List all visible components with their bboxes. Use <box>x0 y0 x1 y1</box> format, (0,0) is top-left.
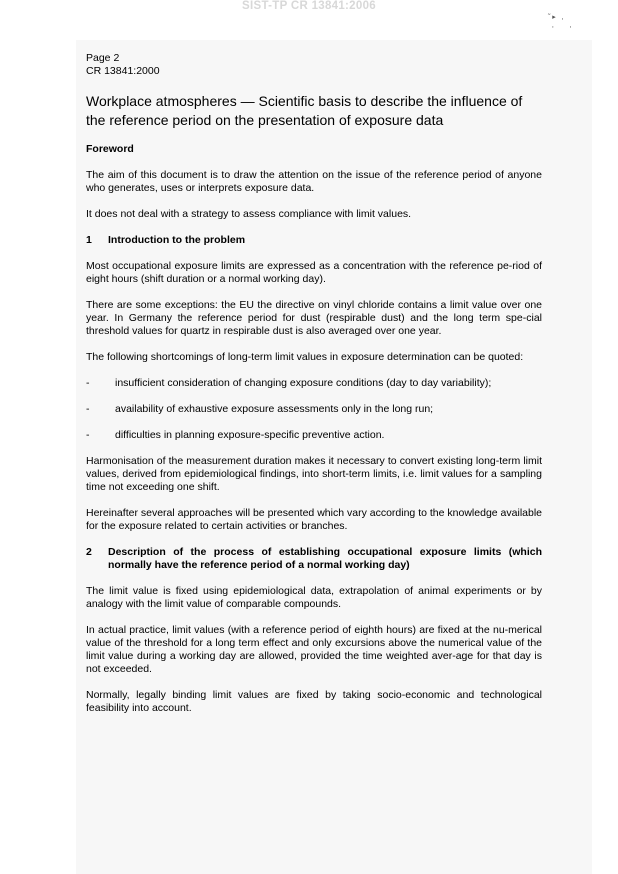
section-2-title: Description of the process of establishing occupational exposure limits (which normally have the reference period of a normal working day) <box>108 546 542 571</box>
document-body <box>86 52 542 715</box>
foreword-paragraph: The aim of this document is to draw the attention on the issue of the reference period of anyone who generates, uses or interprets exposure data. <box>86 169 542 194</box>
paragraph: The following shortcomings of long-term limit values in exposure determination can be quoted: <box>86 351 524 363</box>
foreword-paragraph: It does not deal with a strategy to assess compliance with limit values. <box>86 208 412 220</box>
paragraph: There are some exceptions: the EU the directive on vinyl chloride contains a limit value over one year. In Germany the reference period for dust (respirable dust) and the long term spe-cial threshold values for quartz in respirable dust is also averaged over one year. <box>86 299 542 337</box>
list-item-text: availability of exhaustive exposure assessments only in the long run; <box>115 403 434 415</box>
section-2-number: 2 <box>86 546 92 558</box>
list-item-text: insufficient consideration of changing exposure conditions (day to day variability); <box>115 377 492 389</box>
scan-specks: ˜ ▸ , , , <box>548 14 572 29</box>
paragraph: Normally, legally binding limit values are fixed by taking socio-economic and technological feasibility into account. <box>86 689 542 714</box>
document-title: Workplace atmospheres — Scientific basis to describe the influence of the reference period on the presentation of exposure data <box>86 93 523 128</box>
watermark: SIST-TP CR 13841:2006 <box>242 0 376 12</box>
section-1-number: 1 <box>86 234 92 246</box>
paragraph: Most occupational exposure limits are expressed as a concentration with the reference pe-riod of eight hours (shift duration or a normal working day). <box>86 260 542 285</box>
document-id: CR 13841:2000 <box>86 65 160 77</box>
list-item <box>86 429 542 442</box>
paragraph: Harmonisation of the measurement duration makes it necessary to convert existing long-term limit values, derived from epidemiological findings, into short-term limits, i.e. limit values for a sampling time not exceeding one shift. <box>86 455 542 493</box>
list-dash: - <box>86 403 90 415</box>
paragraph: In actual practice, limit values (with a reference period of eighth hours) are fixed at the nu-merical value of the threshold for a long term effect and only excursions above the numerical value of the limit value during a working day are allowed, provided the time weighted aver-age for that day is not exceeded. <box>86 624 542 675</box>
section-1-heading <box>86 234 542 247</box>
list-item <box>86 403 542 416</box>
list-dash: - <box>86 377 90 389</box>
list-item <box>86 377 542 390</box>
paragraph: The limit value is fixed using epidemiological data, extrapolation of animal experiments or by analogy with the limit value of comparable compounds. <box>86 585 542 610</box>
foreword-heading: Foreword <box>86 143 134 155</box>
section-1-title: Introduction to the problem <box>108 234 246 246</box>
section-2-heading <box>86 546 542 572</box>
paragraph: Hereinafter several approaches will be presented which vary according to the knowledge available for the exposure related to certain activities or branches. <box>86 507 542 532</box>
list-item-text: difficulties in planning exposure-specific preventive action. <box>115 429 385 441</box>
list-dash: - <box>86 429 90 441</box>
page-number: Page 2 <box>86 52 120 64</box>
